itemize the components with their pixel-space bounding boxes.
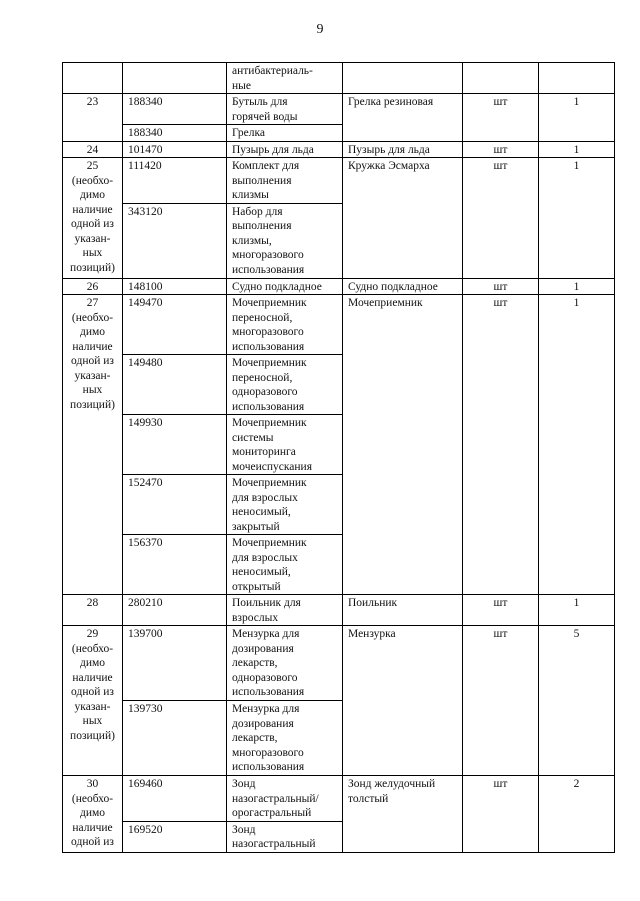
unit-cell: шт: [463, 278, 539, 295]
group-cell: Мочеприемник: [343, 295, 463, 595]
name-cell: [227, 595, 343, 626]
table-row: [63, 278, 615, 295]
name-cell: [227, 821, 343, 852]
qty-cell: 1: [539, 595, 615, 626]
name-cell: [227, 626, 343, 701]
unit-cell: шт: [463, 295, 539, 595]
group-cell: [343, 63, 463, 94]
code-cell: 149480: [123, 355, 227, 415]
group-cell: Кружка Эсмарха: [343, 158, 463, 279]
qty-cell: 1: [539, 295, 615, 595]
unit-cell: шт: [463, 141, 539, 158]
code-cell: 139730: [123, 701, 227, 776]
unit-cell: [463, 63, 539, 94]
code-cell: 149930: [123, 415, 227, 475]
qty-cell: 1: [539, 278, 615, 295]
table-row: [63, 158, 615, 204]
row-number-cell: 23: [63, 94, 123, 142]
code-cell: 188340: [123, 125, 227, 142]
qty-cell: 2: [539, 776, 615, 853]
item-name: Мочеприемник для взрослых неносимый, закрытый: [232, 477, 307, 533]
name-cell: [227, 158, 343, 204]
name-cell: [227, 295, 343, 355]
unit-cell: шт: [463, 626, 539, 776]
row-number-cell: 25 (необхо- димо наличие одной из указан- ных позиций): [63, 158, 123, 279]
name-cell: [227, 141, 343, 158]
code-cell: 101470: [123, 141, 227, 158]
item-name: Бутыль для горячей воды: [232, 96, 298, 123]
code-cell: 169460: [123, 776, 227, 822]
code-cell: 149470: [123, 295, 227, 355]
table-row: [63, 94, 615, 125]
code-cell: 156370: [123, 535, 227, 595]
code-cell: 343120: [123, 203, 227, 278]
unit-cell: шт: [463, 158, 539, 279]
name-cell: [227, 125, 343, 142]
qty-cell: 5: [539, 626, 615, 776]
item-name: Пузырь для льда: [232, 143, 314, 156]
item-name: Комплект для выполнения клизмы: [232, 160, 300, 201]
unit-cell: шт: [463, 595, 539, 626]
row-number-cell: 29 (необхо- димо наличие одной из указан- ных позиций): [63, 626, 123, 776]
name-cell: [227, 278, 343, 295]
group-cell: Пузырь для льда: [343, 141, 463, 158]
code-cell: 152470: [123, 475, 227, 535]
row-number-cell: 27 (необхо- димо наличие одной из указан- ных позиций): [63, 295, 123, 595]
group-cell: Зонд желудочный толстый: [343, 776, 463, 853]
item-name: Мензурка для дозирования лекарств, одноразового использования: [232, 628, 305, 698]
item-name: Зонд назогастральный/ орогастральный: [232, 778, 319, 819]
group-cell: Грелка резиновая: [343, 94, 463, 142]
item-name: Поильник для взрослых: [232, 597, 301, 624]
item-name: антибактериаль- ные: [232, 65, 313, 92]
row-number-cell: 28: [63, 595, 123, 626]
item-name: Мензурка для дозирования лекарств, многоразового использования: [232, 703, 305, 773]
name-cell: [227, 203, 343, 278]
item-name: Судно подкладное: [232, 280, 322, 293]
name-cell: [227, 475, 343, 535]
name-cell: [227, 63, 343, 94]
item-name: Мочеприемник для взрослых неносимый, открытый: [232, 537, 307, 593]
item-name: Набор для выполнения клизмы, многоразового использования: [232, 205, 305, 276]
row-number-cell: 26: [63, 278, 123, 295]
item-name: Мочеприемник переносной, одноразового использования: [232, 357, 307, 413]
table-row: [63, 595, 615, 626]
table-row: [63, 63, 615, 94]
name-cell: [227, 776, 343, 822]
equipment-table: [62, 62, 615, 853]
unit-cell: шт: [463, 776, 539, 853]
item-name: Грелка: [232, 127, 266, 139]
table-row: [63, 295, 615, 355]
row-number-cell: 24: [63, 141, 123, 158]
code-cell: 148100: [123, 278, 227, 295]
qty-cell: 1: [539, 141, 615, 158]
name-cell: [227, 701, 343, 776]
name-cell: [227, 94, 343, 125]
table-row: [63, 626, 615, 701]
item-name: Мочеприемник переносной, многоразового использования: [232, 297, 307, 353]
table-row: [63, 141, 615, 158]
name-cell: [227, 415, 343, 475]
qty-cell: 1: [539, 158, 615, 279]
name-cell: [227, 355, 343, 415]
code-cell: 139700: [123, 626, 227, 701]
group-cell: Мензурка: [343, 626, 463, 776]
code-cell: 280210: [123, 595, 227, 626]
row-number-cell: [63, 63, 123, 94]
code-cell: 188340: [123, 94, 227, 125]
item-name: Мочеприемник системы мониторинга мочеиспускания: [232, 417, 313, 473]
qty-cell: 1: [539, 94, 615, 142]
unit-cell: шт: [463, 94, 539, 142]
item-name: Зонд назогастральный: [232, 823, 316, 850]
row-number-cell: 30 (необхо- димо наличие одной из: [63, 776, 123, 853]
code-cell: 111420: [123, 158, 227, 204]
page-number: 9: [316, 22, 324, 37]
code-cell: [123, 63, 227, 94]
code-cell: 169520: [123, 821, 227, 852]
name-cell: [227, 535, 343, 595]
group-cell: Поильник: [343, 595, 463, 626]
table-row: [63, 776, 615, 822]
qty-cell: [539, 63, 615, 94]
group-cell: Судно подкладное: [343, 278, 463, 295]
